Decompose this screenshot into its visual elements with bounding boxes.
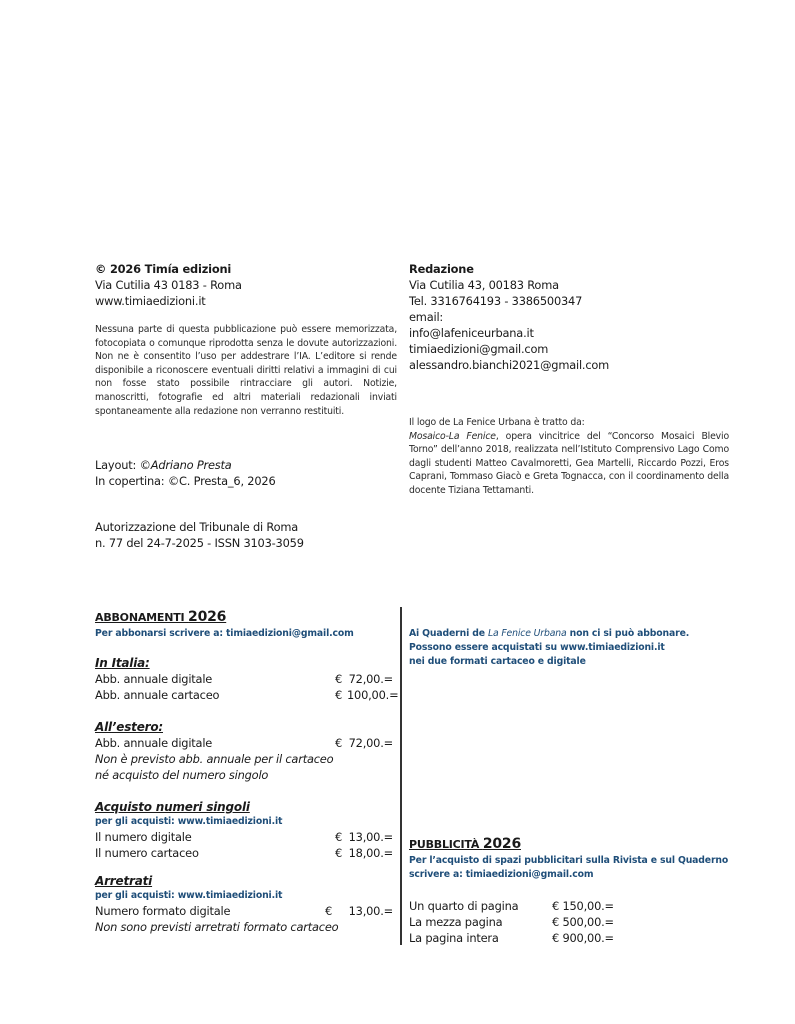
price-label: Abb. annuale cartaceo [95, 688, 220, 702]
price-row [95, 903, 393, 919]
ad-price-row [409, 914, 749, 930]
email-link[interactable]: alessandro.bianchi2021@gmail.com [409, 358, 610, 372]
ad-size-label: La pagina intera [409, 931, 499, 945]
credits-block [95, 457, 395, 489]
legal-disclaimer: Nessuna parte di questa pubblicazione può essere memorizzata, fotocopiata o comunque riprodotta senza le dovute autorizzazioni. Non ne è consentito l’uso per addestrare l’IA. L’editore si rende disponibile a riconoscere eventuali diritti relativi a immagini di cui non fosse stato possibile rintracciare gli autori. Notizie, manoscritti, fotografie ed altri materiali redazionali inviati spontaneamente alla redazione non verranno restituiti. [95, 324, 397, 417]
price-label: Abb. annuale digitale [95, 672, 213, 686]
price-amount: 100,00.= [347, 688, 399, 702]
email-link[interactable]: info@lafeniceurbana.it [409, 326, 534, 340]
quaderni-line-2: Possono essere acquistati su www.timiaedizioni.it [409, 642, 665, 653]
euro-symbol: € [335, 846, 343, 860]
email-link[interactable]: timiaedizioni@gmail.com [409, 342, 549, 356]
publisher-website[interactable]: www.timiaedizioni.it [95, 294, 206, 308]
quaderni-post: non ci si può abbonare. [566, 628, 690, 639]
abbonamenti-heading [95, 609, 393, 625]
pubblicita-contact-1: Per l’acquisto di spazi pubblicitari sulla Rivista e sul Quaderno [409, 855, 729, 866]
redazione-block [409, 261, 729, 373]
euro-symbol: € [335, 830, 343, 844]
arretrati-note: Non sono previsti arretrati formato cartaceo [95, 920, 339, 934]
layout-author: Adriano Presta [150, 458, 232, 472]
ad-price: € 900,00.= [552, 931, 614, 945]
logo-credit-body [409, 430, 729, 498]
euro-symbol: € [335, 688, 343, 702]
price-label: Numero formato digitale [95, 904, 231, 918]
publisher-address: Via Cutilia 43 0183 - Roma [95, 278, 242, 292]
singoli-heading: Acquisto numeri singoli [95, 800, 250, 814]
price-amount: 13,00.= [348, 830, 393, 844]
abbonamenti-section [95, 609, 399, 935]
logo-credit-text: , opera vincitrice del “Concorso Mosaici Blevio Torno” dell’anno 2018, realizzata nell’Istituto Comprensivo Lago Como dagli studenti Matteo Cavalmoretti, Gea Martelli, Riccardo Pozzi, Eros Caprani, Tommaso Giacò e Greta Tognacca, con il coordinamento della docente Tiziana Tettamanti. [409, 430, 729, 496]
layout-credit [95, 457, 395, 473]
price-row [95, 687, 399, 703]
column-divider [400, 607, 402, 945]
cover-credit: In copertina: ©C. Presta_6, 2026 [95, 474, 276, 488]
euro-symbol: € [335, 672, 343, 686]
redazione-address: Via Cutilia 43, 00183 Roma [409, 278, 559, 292]
ad-price: € 150,00.= [552, 899, 614, 913]
estero-note: né acquisto del numero singolo [95, 768, 269, 782]
price-amount: 72,00.= [348, 736, 393, 750]
ad-price-row [409, 898, 749, 914]
price-label: Abb. annuale digitale [95, 736, 213, 750]
authorization-line-1: Autorizzazione del Tribunale di Roma [95, 520, 299, 534]
estero-heading: All’estero: [95, 720, 163, 734]
ad-size-label: La mezza pagina [409, 915, 503, 929]
ad-price: € 500,00.= [552, 915, 614, 929]
abbonamenti-title: ABBONAMENTI [95, 611, 189, 624]
euro-symbol: € [335, 736, 343, 750]
logo-work-title: Mosaico-La Fenice [409, 430, 496, 442]
pubblicita-heading [409, 836, 749, 852]
price-row [95, 829, 393, 845]
publisher-block [95, 261, 395, 309]
authorization-line-2: n. 77 del 24-7-2025 - ISSN 3103-3059 [95, 536, 304, 550]
price-amount: 13,00.= [348, 904, 393, 918]
pubblicita-title: PUBBLICITÀ [409, 838, 483, 851]
price-row [95, 671, 393, 687]
price-amount: 72,00.= [348, 672, 393, 686]
price-row [95, 735, 393, 751]
abbonamenti-year: 2026 [188, 609, 227, 625]
italia-heading: In Italia: [95, 656, 150, 670]
abbonamenti-contact: Per abbonarsi scrivere a: timiaedizioni@gmail.com [95, 628, 354, 639]
pubblicita-contact-2: scrivere a: timiaedizioni@gmail.com [409, 869, 594, 880]
ad-size-label: Un quarto di pagina [409, 899, 519, 913]
pubblicita-year: 2026 [482, 836, 521, 852]
price-label: Il numero digitale [95, 830, 192, 844]
quaderni-info [409, 627, 739, 669]
price-amount: 18,00.= [348, 846, 393, 860]
logo-credit-intro: Il logo de La Fenice Urbana è tratto da: [409, 417, 585, 428]
redazione-phone: Tel. 3316764193 - 3386500347 [409, 294, 583, 308]
logo-credit [409, 416, 729, 498]
quaderni-pre: Ai Quaderni de [409, 628, 488, 639]
quaderni-title: La Fenice Urbana [487, 628, 567, 639]
estero-note: Non è previsto abb. annuale per il cartaceo [95, 752, 334, 766]
authorization-block [95, 519, 395, 551]
arretrati-heading: Arretrati [95, 874, 153, 888]
singoli-link[interactable]: per gli acquisti: www.timiaedizioni.it [95, 816, 283, 827]
quaderni-line-1 [409, 627, 739, 641]
ad-price-row [409, 930, 749, 946]
pubblicita-section [409, 836, 749, 946]
quaderni-line-3: nei due formati cartaceo e digitale [409, 656, 586, 667]
euro-symbol: € [325, 904, 333, 918]
price-row [95, 845, 393, 861]
redazione-title: Redazione [409, 262, 474, 276]
price-label: Il numero cartaceo [95, 846, 199, 860]
layout-label: Layout: © [95, 458, 151, 472]
copyright-line: © 2026 Timía edizioni [95, 262, 232, 276]
arretrati-link[interactable]: per gli acquisti: www.timiaedizioni.it [95, 890, 283, 901]
redazione-email-label: email: [409, 310, 444, 324]
